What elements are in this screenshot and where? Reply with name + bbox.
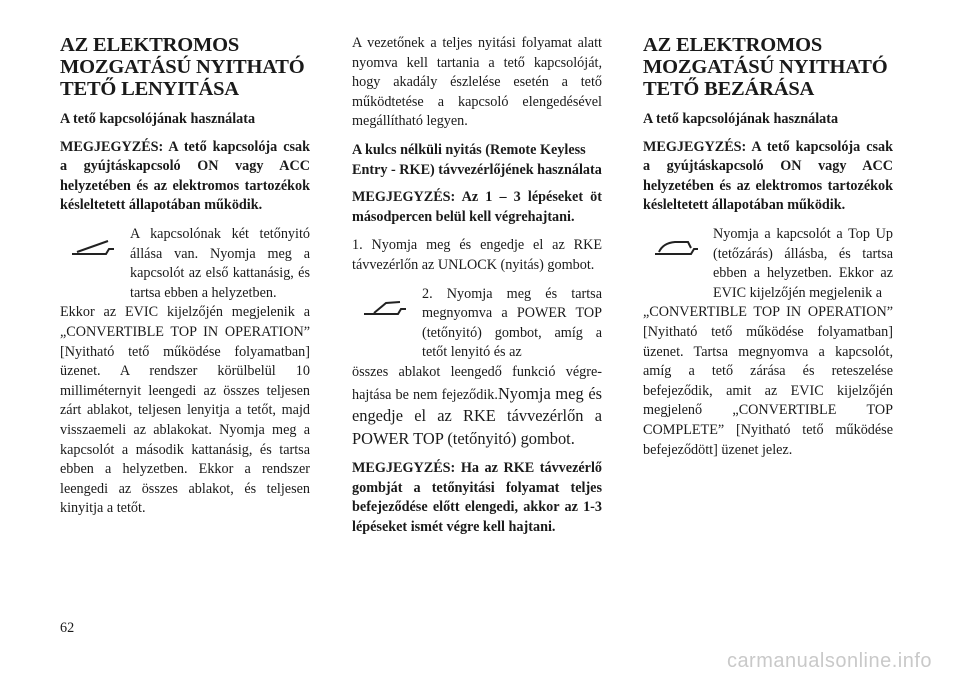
note-steps-timing: MEGJEGYZÉS: Az 1 – 3 lépéseket öt másodpercen belül kell végrehajtani. [352, 189, 602, 225]
icon-paragraph [352, 285, 602, 363]
column-top-raising [643, 34, 893, 469]
page-number: 62 [60, 620, 75, 636]
step-2: 2. Nyomja meg és tartsa megnyomva a POWER TOP (tetőnyitó) gombot, amíg a tetőt lenyitó és az [422, 285, 602, 361]
icon-paragraph [643, 225, 893, 303]
section-heading-closing: AZ ELEKTROMOS MOZGATÁSÚ NYITHATÓ TETŐ BEZÁRÁSA [643, 34, 888, 100]
subheading-switch-usage: A tető kapcsolójának használata [60, 111, 256, 127]
convertible-top-up-icon [643, 225, 709, 271]
note-release: MEGJEGYZÉS: Ha az RKE távvezérlő gombját a tetőnyitási folyamat teljes befejeződése előtt elengedi, akkor az 1-3 lépéseket ismét végre kell hajtani. [352, 460, 602, 536]
intro-text: A vezetőnek a teljes nyitási folyamat alatt nyomva kell tartania a tető kapcsolóját, hogy akadály észlelése esetén a tető működtetése a kapcsoló elengedésével megállítható legyen. [352, 35, 602, 130]
step-2-continued [352, 363, 602, 450]
subheading-rke: A kulcs nélküli nyitás (Remote Keyless Entry - RKE) távvezérlőjének használata [352, 141, 602, 178]
subheading-switch-usage: A tető kapcsolójának használata [643, 111, 839, 127]
icon-paragraph [60, 225, 310, 303]
column-top-lowering [60, 34, 310, 528]
convertible-top-remote-icon [352, 285, 418, 331]
column-rke [352, 34, 602, 547]
note-ignition: MEGJEGYZÉS: A tető kapcsolója csak a gyújtáskapcsoló ON vagy ACC helyzetében és az elektromos tartozékok késleltetett állapotában működik. [643, 138, 893, 214]
note-ignition: MEGJEGYZÉS: A tető kapcsolója csak a gyújtáskapcsoló ON vagy ACC helyzetében és az elektromos tartozékok késleltetett állapotában működik. [60, 138, 310, 214]
switch-instructions: Nyomja a kapcsolót a Top Up (tetőzárás) állásba, és tartsa ebben a helyzetben. Ekkor az EVIC kijelzőjén megjelenik a [713, 225, 893, 301]
step-2-cont-text: összes ablakot leengedő funkció végrehajtása be nem fejeződik. [352, 363, 602, 403]
switch-instructions: A kapcsolónak két tetőnyitó állása van. Nyomja meg a kapcsolót az első kattanásig, és tartsa ebben a helyzetben. [130, 225, 310, 301]
step-1: 1. Nyomja meg és engedje el az RKE távvezérlőn az UNLOCK (nyitás) gombot. [352, 237, 602, 273]
body-text: Ekkor az EVIC kijelzőjén megjelenik a „CONVERTIBLE TOP IN OPERATION” [Nyitható tető működése folyamatban] üzenet. A rendszer körülbelül 10 milliméternyit leengedi az összes teljesen zárt ablakot, teljesen lenyitja a tetőt, majd visszaemeli az ablakokat. Nyomja meg a kapcsolót a második kattanásig, és tartsa ebben a helyzetben. Ekkor a rendszer leengedi az összes ablakot, és teljesen kinyitja a tetőt. [60, 304, 310, 517]
watermark: carmanualsonline.info [726, 650, 932, 672]
convertible-top-down-icon [60, 225, 126, 271]
section-heading-lowering: AZ ELEKTROMOS MOZGATÁSÚ NYITHATÓ TETŐ LENYITÁSA [60, 34, 305, 100]
body-text: „CONVERTIBLE TOP IN OPERATION” [Nyitható tető működése folyamatban] üzenet. Tartsa megnyomva a kapcsolót, amíg a tető zárása és reteszelése befejeződik, amit az EVIC kijelzőjén megjelenő „CONVERTIBLE TOP COMPLETE” [Nyitható tető működése befejeződött] üzenet jelez. [643, 304, 893, 458]
step-2-large-text: Nyomja meg és engedje el az RKE távvezérlőn a POWER TOP (tetőnyitó) gombot. [352, 383, 602, 448]
